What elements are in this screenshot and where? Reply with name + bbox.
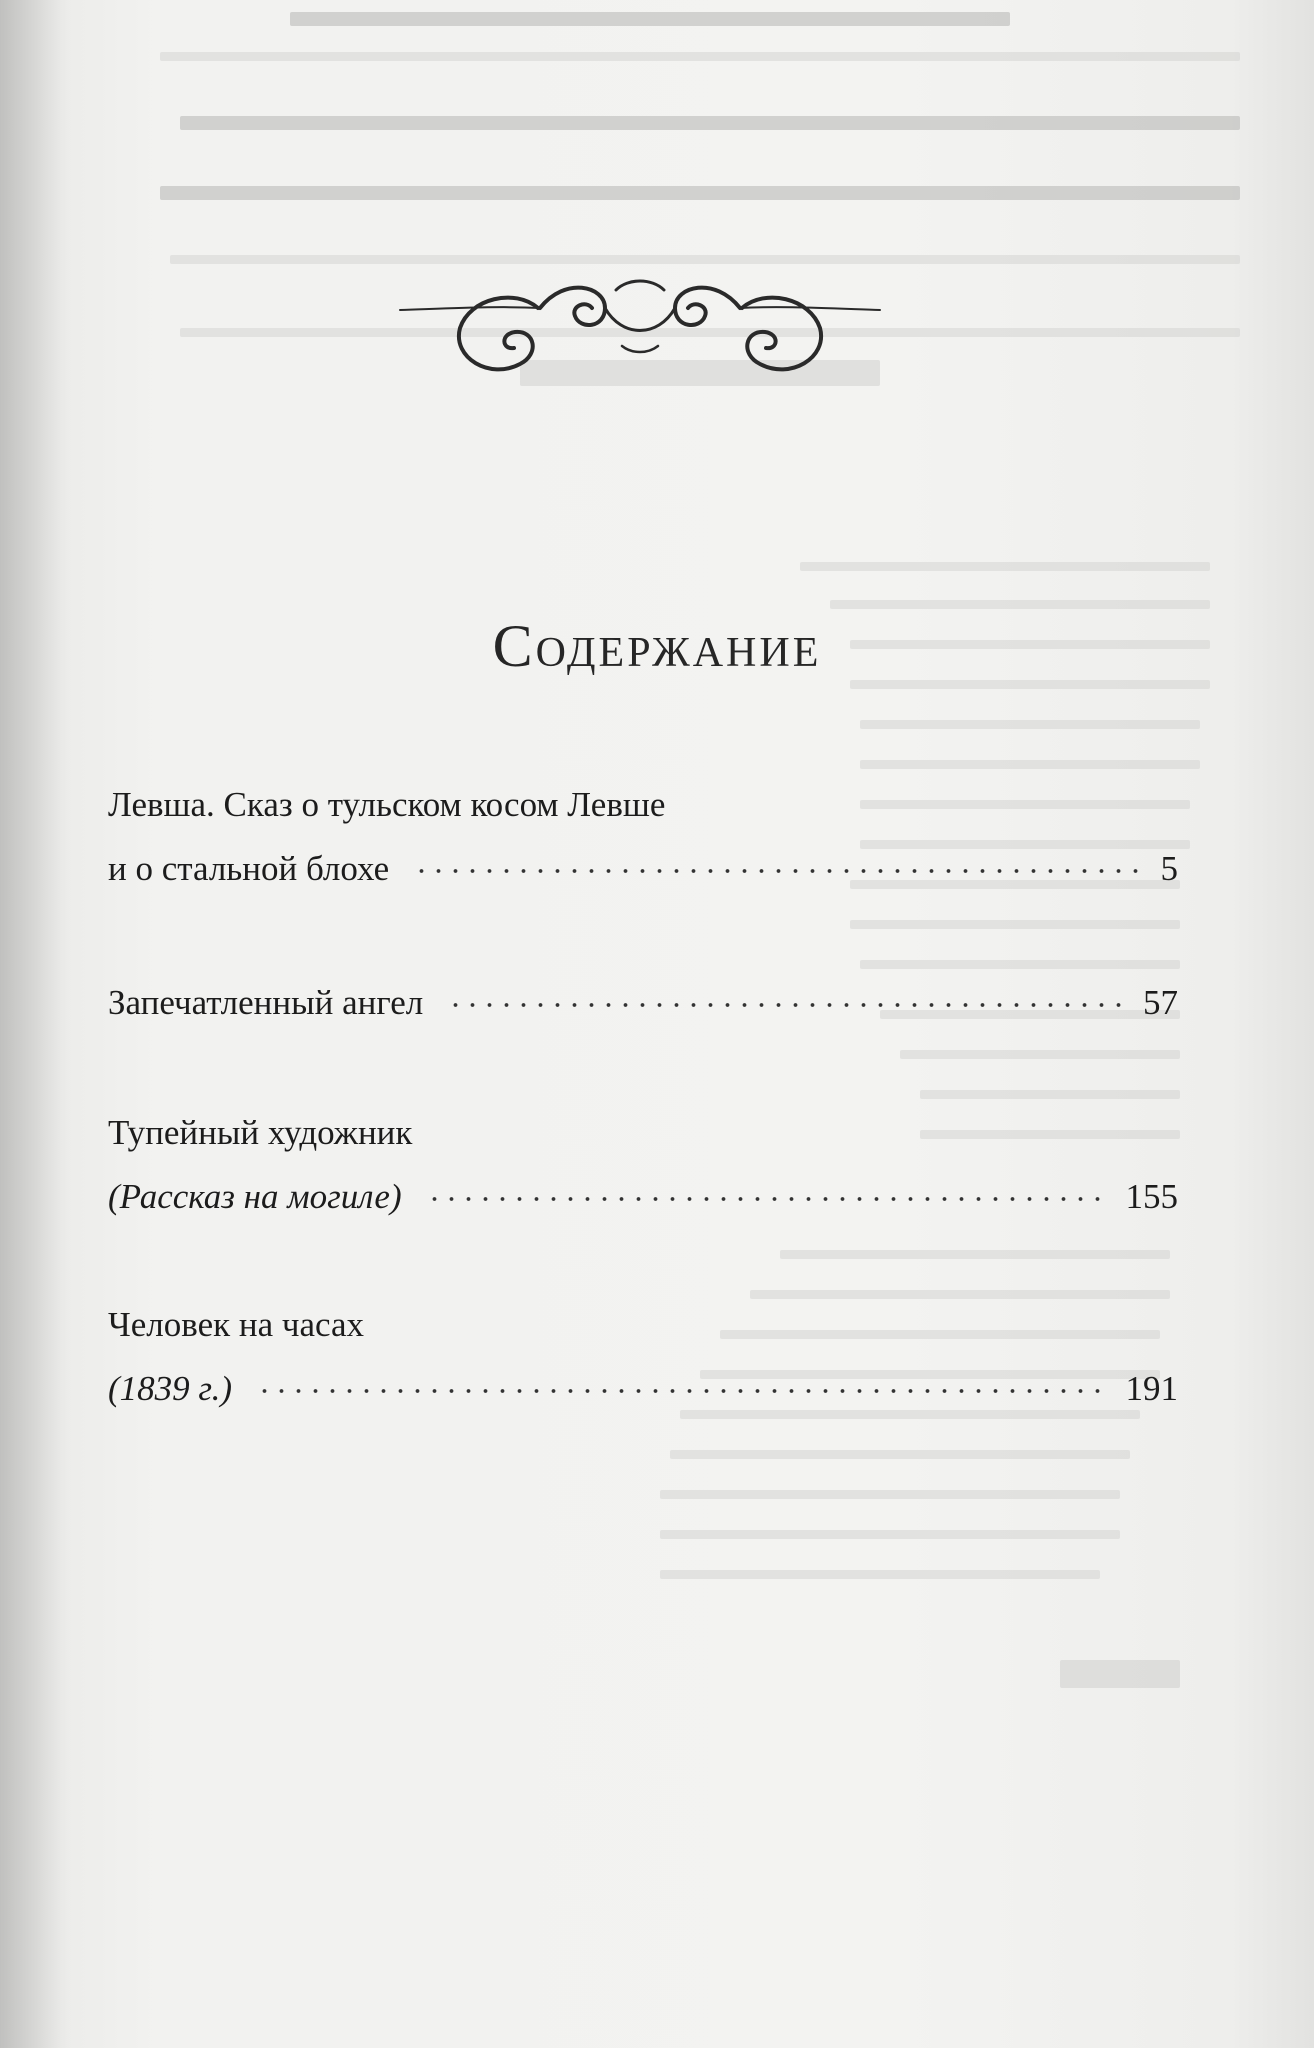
toc-entry-title: Человек на часах <box>108 1305 365 1344</box>
dot-leader <box>413 866 1144 876</box>
dot-leader <box>256 1386 1109 1396</box>
toc-entry-subtitle: (Рассказ на могиле) <box>108 1177 402 1216</box>
toc-entry-angel <box>108 978 1178 1028</box>
page-number: 5 <box>1160 849 1178 888</box>
toc-entry-title-continuation: и о стальной блохе <box>108 849 390 888</box>
contents-heading: Содержание <box>492 613 822 679</box>
toc-entry-title: Тупейный художник <box>108 1113 413 1152</box>
toc-entry-tupeiny <box>108 1108 1178 1222</box>
toc-entry-chelovek <box>108 1300 1178 1414</box>
toc-entry-title: Левша. Сказ о тульском косом Левше <box>108 785 666 824</box>
page-number: 57 <box>1143 983 1178 1022</box>
toc-entry-title: Запечатленный ангел <box>108 983 424 1022</box>
dot-leader <box>426 1194 1110 1204</box>
dot-leader <box>447 1000 1127 1010</box>
toc-entry-subtitle: (1839 г.) <box>108 1369 233 1408</box>
page-number: 155 <box>1125 1177 1178 1216</box>
toc-entry-levsha <box>108 780 1178 894</box>
flourish-divider-icon <box>390 268 890 398</box>
page-number: 191 <box>1125 1369 1178 1408</box>
